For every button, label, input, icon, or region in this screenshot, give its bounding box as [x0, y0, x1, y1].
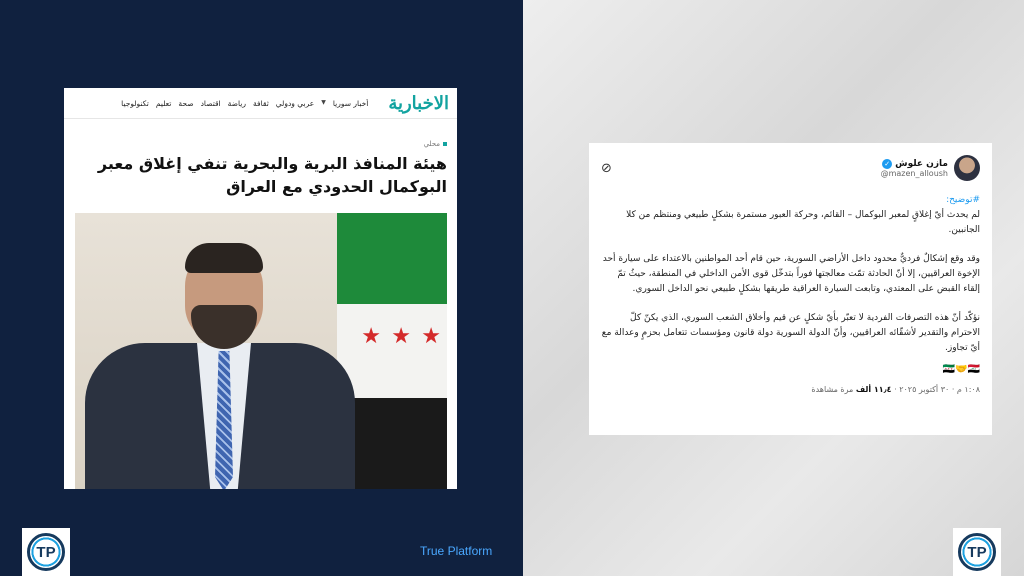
tweet-body — [601, 193, 980, 377]
chevron-down-icon[interactable]: ▼ — [321, 98, 326, 106]
tp-logo-badge — [953, 528, 1001, 576]
author-name-row — [881, 159, 948, 169]
tweet-screenshot — [589, 143, 992, 435]
flags-handshake-emoji: 🇸🇾🤝🇮🇶 — [942, 364, 980, 375]
nav-item-technology[interactable]: تكنولوجيا — [121, 98, 149, 108]
nav-item-health[interactable]: صحة — [178, 98, 194, 108]
nav-item-culture[interactable]: ثقافة — [253, 98, 269, 108]
tweet-paragraph: وقد وقع إشكالٌ فرديٌّ محدود داخل الأراضي السورية، حين قام أحد المواطنين بالاعتداء على سيارة أحد الإخوة العراقيين، إلا أنّ الحادثة تمّت معالجتها فوراً بتدخّل قوى الأمن الداخلي في المنطقة، حيثُ تمّ إلقاء القبض على المعتدي، وتابعت السيارة العراقية طريقها بشكلٍ طبيعي نحو الداخل السوري. — [602, 254, 980, 294]
section-tag[interactable] — [64, 140, 447, 148]
avatar[interactable] — [954, 155, 980, 181]
tweet-views: ١١٫٤ ألف — [855, 385, 892, 394]
site-nav — [121, 99, 368, 108]
section-tag-label: محلي — [423, 140, 440, 148]
tweet-meta — [601, 385, 980, 394]
red-star-icon: ★ — [421, 324, 441, 350]
nav-item-education[interactable]: تعليم — [155, 98, 172, 108]
verified-badge-icon: ✓ — [882, 159, 892, 169]
article-screenshot — [64, 88, 457, 489]
tweet-paragraph: نؤكّد أنّ هذه التصرفات الفردية لا تعبّر بأيّ شكلٍ عن قيم وأخلاق الشعب السوري، الذي يكنّ كلّ الاحترام والتقدير لأشقّائه العراقيين، وأنّ الدولة السورية دولة قانون ومؤسسات تتعامل بحزمٍ وعدالة مع أيّ تجاوز. — [601, 313, 980, 353]
section-dot-icon — [443, 142, 447, 146]
platform-name: True Platform — [420, 544, 493, 558]
nav-item-arab-world[interactable]: عربي ودولي — [275, 98, 315, 108]
tweet-views-label: مرة مشاهدة — [811, 385, 856, 394]
tweet-author[interactable] — [881, 155, 980, 181]
site-logo[interactable]: الاخبارية — [388, 92, 449, 114]
nav-item-syria-news[interactable]: أخبار سوريا — [332, 98, 369, 108]
red-star-icon: ★ — [391, 324, 411, 350]
article-photo — [75, 213, 447, 489]
site-header — [64, 88, 457, 119]
hashtag-link[interactable]: #توضيح: — [946, 195, 980, 205]
tp-logo-icon: TP — [958, 533, 996, 571]
tweet-header — [601, 155, 980, 181]
author-name: مازن علوش — [895, 158, 948, 169]
nav-item-economy[interactable]: اقتصاد — [200, 98, 221, 108]
tp-logo-badge — [22, 528, 70, 576]
tweet-timestamp[interactable]: ١:٠٨ م · ٣٠ أكتوبر ٢٠٢٥ · — [891, 385, 980, 394]
red-star-icon: ★ — [361, 324, 381, 350]
grok-icon[interactable]: ⊘ — [601, 160, 612, 176]
nav-item-sports[interactable]: رياضة — [227, 98, 247, 108]
author-handle: @mazen_alloush — [880, 168, 948, 178]
tp-logo-icon: TP — [27, 533, 65, 571]
person-portrait — [85, 239, 355, 489]
tweet-paragraph: لم يحدث أيّ إغلاقٍ لمعبر البوكمال – القائم، وحركة العبور مستمرة بشكلٍ طبيعي ومنتظم من كلا الجانبين. — [626, 210, 980, 235]
article-headline: هيئة المنافذ البرية والبحرية تنفي إغلاق معبر البوكمال الحدودي مع العراق — [97, 154, 447, 196]
